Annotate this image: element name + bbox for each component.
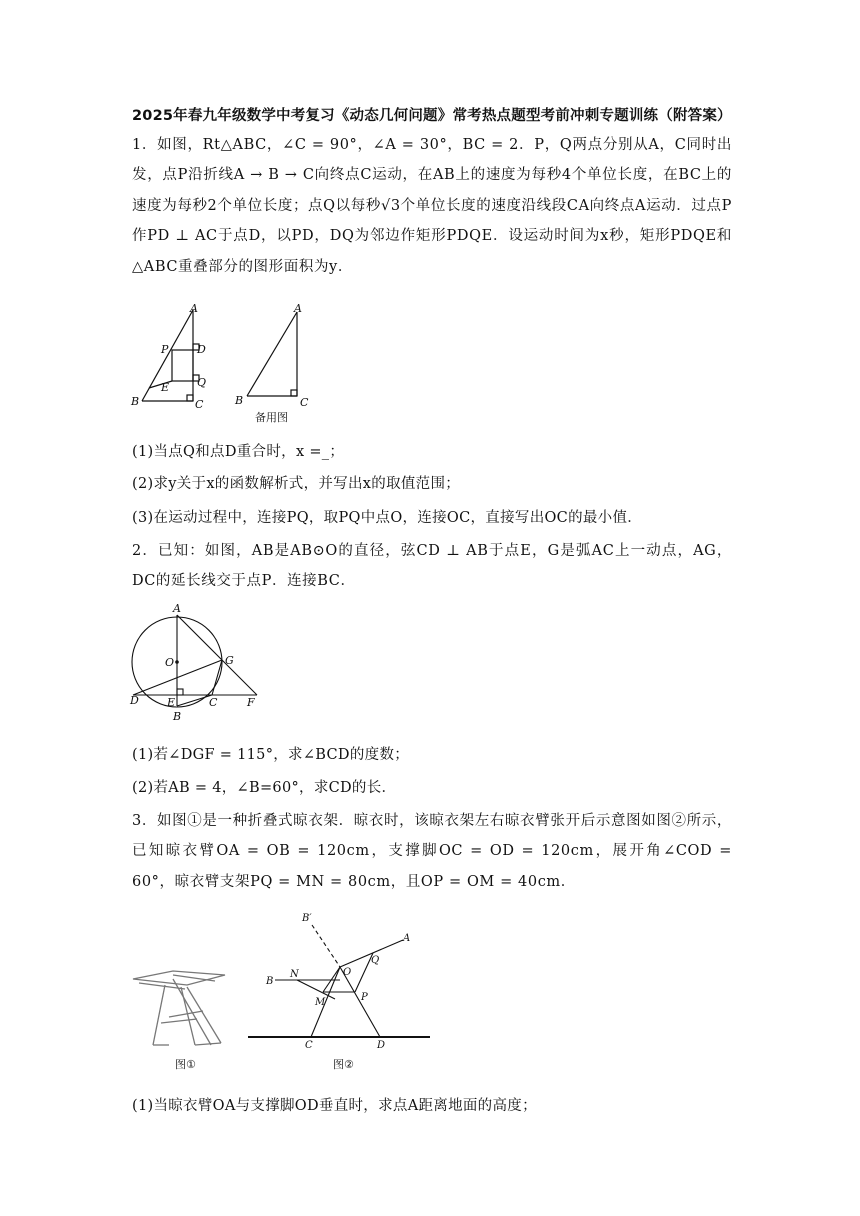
q3-label-d: D: [377, 1040, 386, 1051]
q2-label-c: C: [209, 696, 218, 709]
q3-text: 3．如图①是一种折叠式晾衣架．晾衣时，该晾衣架左右晾衣臂张开后示意图如图②所示，已知晾衣臂OA = OB = 120cm，支撑脚OC = OD = 120cm，展开角∠COD = 60°，晾衣臂支架PQ = MN = 80cm，且OP = OM = 40cm．: [132, 813, 732, 890]
q1-figure-caption: 备用图: [255, 411, 288, 424]
q1-text: 1．如图，Rt△ABC，∠C = 90°，∠A = 30°，BC = 2．P，Q两点分别从A，C同时出发，点P沿折线A → B → C向终点C运动，在AB上的速度为每秒4个单位长度，在BC上的速度为每秒2个单位长度；点Q以每秒√3个单位长度的速度沿线段CA向终点A运动．过点P作PD ⊥ AC于点D，以PD，DQ为邻边作矩形PDQE．设运动时间为x秒，矩形PDQE和△ABC重叠部分的图形面积为y．: [132, 137, 732, 275]
q1-sub2: (2)求y关于x的函数解析式，并写出x的取值范围；: [132, 476, 461, 492]
q3-label-q: Q: [371, 955, 380, 966]
q2-label-o: O: [165, 656, 175, 669]
q1-label-e: E: [161, 381, 170, 394]
q2-label-d: D: [130, 694, 139, 707]
q3-label-n: N: [290, 969, 299, 980]
q2-label-e: E: [167, 696, 176, 709]
q1-label-b: B: [131, 395, 140, 408]
q1-spare-label-a: A: [294, 302, 302, 315]
q1-main-triangle: [142, 310, 199, 401]
q1-spare-label-c: C: [300, 396, 309, 409]
q3-label-b: B: [266, 976, 274, 987]
q2-label-a: A: [173, 602, 181, 615]
q2-sub1: (1)若∠DGF = 115°，求∠BCD的度数；: [132, 747, 410, 763]
q3-label-m: M: [315, 997, 326, 1008]
q2-label-f: F: [247, 696, 255, 709]
q2-sub2: (2)若AB = 4，∠B=60°，求CD的长．: [132, 780, 397, 796]
q3-label-p: P: [361, 992, 368, 1003]
q1-label-c: C: [195, 398, 204, 411]
q1-label-p: P: [161, 343, 169, 356]
q2-label-g: G: [225, 654, 234, 667]
q2-label-b: B: [173, 710, 182, 723]
document-title: 2025年春九年级数学中考复习《动态几何问题》常考热点题型考前冲刺专题训练（附答案）: [132, 108, 732, 124]
q1-label-q: Q: [197, 376, 207, 389]
q3-caption-figure2: 图②: [333, 1058, 354, 1071]
q3-label-bprime: B′: [302, 913, 312, 924]
q2-figure: [125, 600, 265, 730]
q1-figures: [125, 300, 325, 430]
q1-spare-triangle: [247, 312, 297, 396]
q2-text: 2．已知：如图，AB是AB⊙O的直径，弦CD ⊥ AB于点E，G是弧AC上一动点，AG，DC的延长线交于点P．连接BC．: [132, 543, 732, 590]
q3-label-c: C: [305, 1040, 313, 1051]
q1-label-a: A: [190, 302, 198, 315]
q3-figures: [125, 905, 445, 1075]
q3-sub1: (1)当晾衣臂OA与支撑脚OD垂直时，求点A距离地面的高度；: [132, 1098, 537, 1114]
q3-label-o: O: [343, 967, 352, 978]
q1-label-d: D: [197, 343, 206, 356]
q3-drying-rack-illustration: [133, 971, 225, 1045]
q1-sub3: (3)在运动过程中，连接PQ，取PQ中点O，连接OC，直接写出OC的最小值．: [132, 510, 643, 526]
q1-spare-label-b: B: [235, 394, 244, 407]
q3-label-a: A: [403, 933, 411, 944]
q3-caption-figure1: 图①: [175, 1058, 196, 1071]
q1-sub1: (1)当点Q和点D重合时，x =_；: [132, 444, 345, 460]
